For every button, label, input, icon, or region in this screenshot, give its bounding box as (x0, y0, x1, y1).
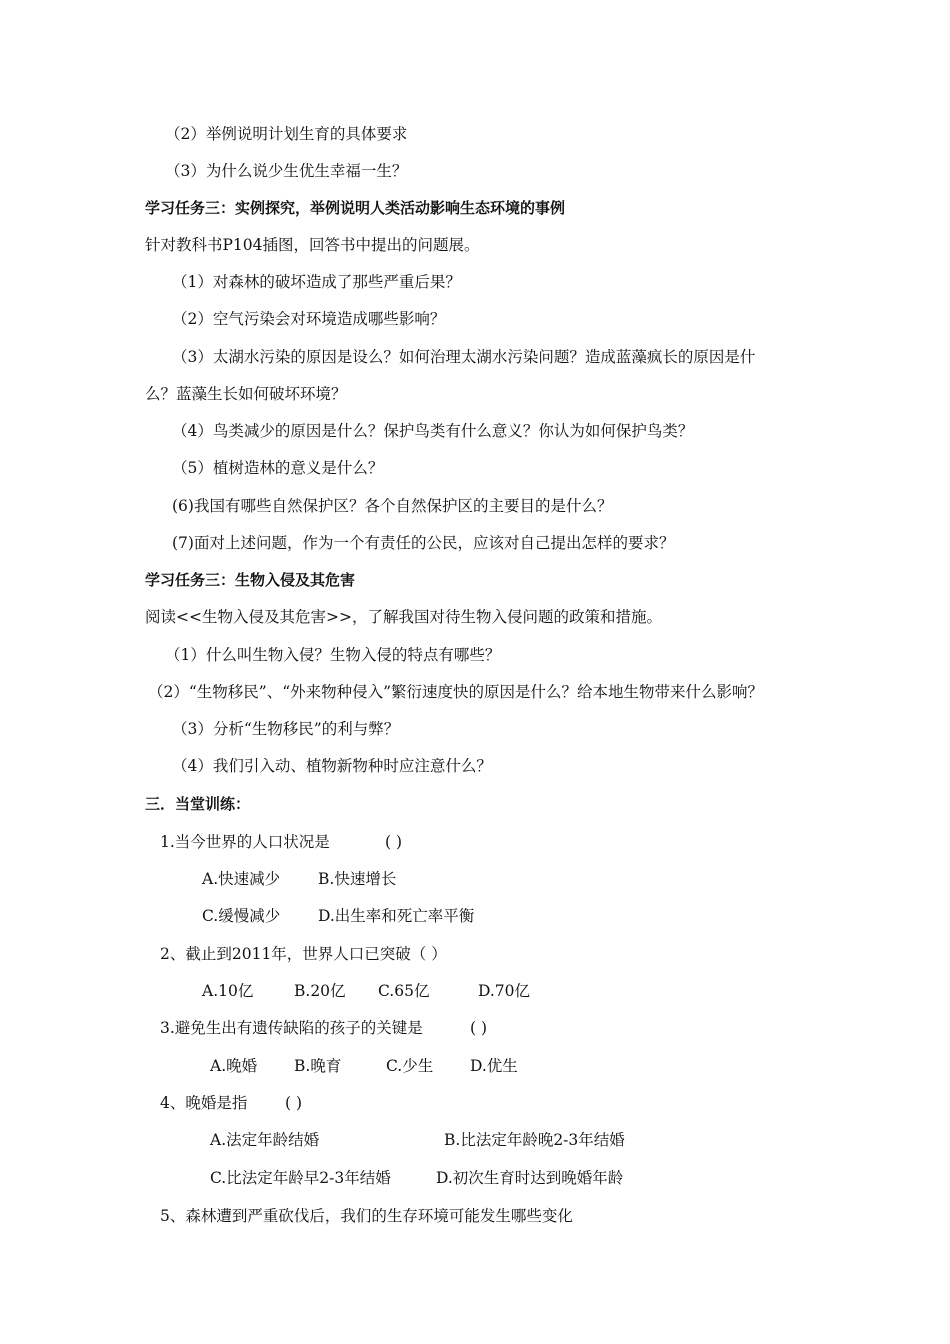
exercise-1-option-b: B.快速增长 (318, 870, 397, 888)
plan-q2: （2）举例说明计划生育的具体要求 (165, 125, 408, 143)
exercise-3-option-d: D.优生 (470, 1057, 518, 1075)
task3b-q1: （1）什么叫生物入侵？生物入侵的特点有哪些？ (165, 646, 501, 664)
task3a-q6: (6)我国有哪些自然保护区？各个自然保护区的主要目的是什么？ (172, 497, 613, 515)
task3a-intro: 针对教科书P104插图，回答书中提出的问题展。 (145, 236, 480, 254)
exercise-2-stem: 2、截止到2011年，世界人口已突破（ ） (160, 945, 447, 963)
exercise-2-option-c: C.65亿 (378, 982, 430, 1000)
exercise-1-answer-blank: ( ) (385, 833, 403, 851)
exercise-4-option-d: D.初次生育时达到晚婚年龄 (436, 1169, 624, 1187)
task3a-q4: （4）鸟类减少的原因是什么？保护鸟类有什么意义？你认为如何保护鸟类？ (172, 422, 694, 440)
exercise-1-option-d: D.出生率和死亡率平衡 (318, 907, 475, 925)
exercise-1-option-c: C.缓慢减少 (202, 907, 281, 925)
exercise-2-option-a: A.10亿 (202, 982, 254, 1000)
exercise-3-option-a: A.晚婚 (210, 1057, 258, 1075)
task3b-q4: （4）我们引入动、植物新物种时应注意什么？ (172, 757, 492, 775)
exercise-4-stem: 4、晚婚是指 (160, 1094, 248, 1112)
exercise-3-stem: 3.避免生出有遗传缺陷的孩子的关键是 (160, 1019, 423, 1037)
exercise-2-option-d: D.70亿 (478, 982, 531, 1000)
plan-q3: （3）为什么说少生优生幸福一生？ (165, 162, 408, 180)
exercise-4-option-b: B.比法定年龄晚2-3年结婚 (444, 1131, 625, 1149)
exercise-1-stem: 1.当今世界的人口状况是 (160, 833, 330, 851)
task3a-q3-line2: 么？蓝藻生长如何破坏环境？ (145, 385, 347, 403)
task3a-q3-line1: （3）太湖水污染的原因是设么？如何治理太湖水污染问题？造成蓝藻疯长的原因是什 (172, 348, 756, 366)
task3b-heading: 学习任务三：生物入侵及其危害 (145, 571, 356, 589)
exercise-3-option-b: B.晚育 (294, 1057, 342, 1075)
exercise-1-option-a: A.快速减少 (202, 870, 281, 888)
exercise-5-stem: 5、森林遭到严重砍伐后，我们的生存环境可能发生哪些变化 (160, 1207, 573, 1225)
task3a-q2: （2）空气污染会对环境造成哪些影响？ (172, 310, 446, 328)
exercise-4-option-c: C.比法定年龄早2-3年结婚 (210, 1169, 391, 1187)
task3b-q2: （2）“生物移民”、“外来物种侵入”繁衍速度快的原因是什么？给本地生物带来什么影响？ (148, 683, 764, 701)
exercise-4-answer-blank: ( ) (285, 1094, 303, 1112)
exercise-4-option-a: A.法定年龄结婚 (210, 1131, 320, 1149)
training-heading: 三．当堂训练： (145, 795, 251, 813)
task3a-q5: （5）植树造林的意义是什么？ (172, 459, 384, 477)
task3b-q3: （3）分析“生物移民”的利与弊？ (172, 720, 400, 738)
exercise-3-answer-blank: ( ) (470, 1019, 488, 1037)
task3a-q1: （1）对森林的破坏造成了那些严重后果？ (172, 273, 461, 291)
task3a-q7: (7)面对上述问题，作为一个有责任的公民，应该对自己提出怎样的要求？ (172, 534, 675, 552)
task3b-intro: 阅读<<生物入侵及其危害>>，了解我国对待生物入侵问题的政策和措施。 (145, 608, 662, 626)
exercise-2-option-b: B.20亿 (294, 982, 346, 1000)
task3a-heading: 学习任务三：实例探究，举例说明人类活动影响生态环境的事例 (145, 199, 566, 217)
exercise-3-option-c: C.少生 (386, 1057, 434, 1075)
